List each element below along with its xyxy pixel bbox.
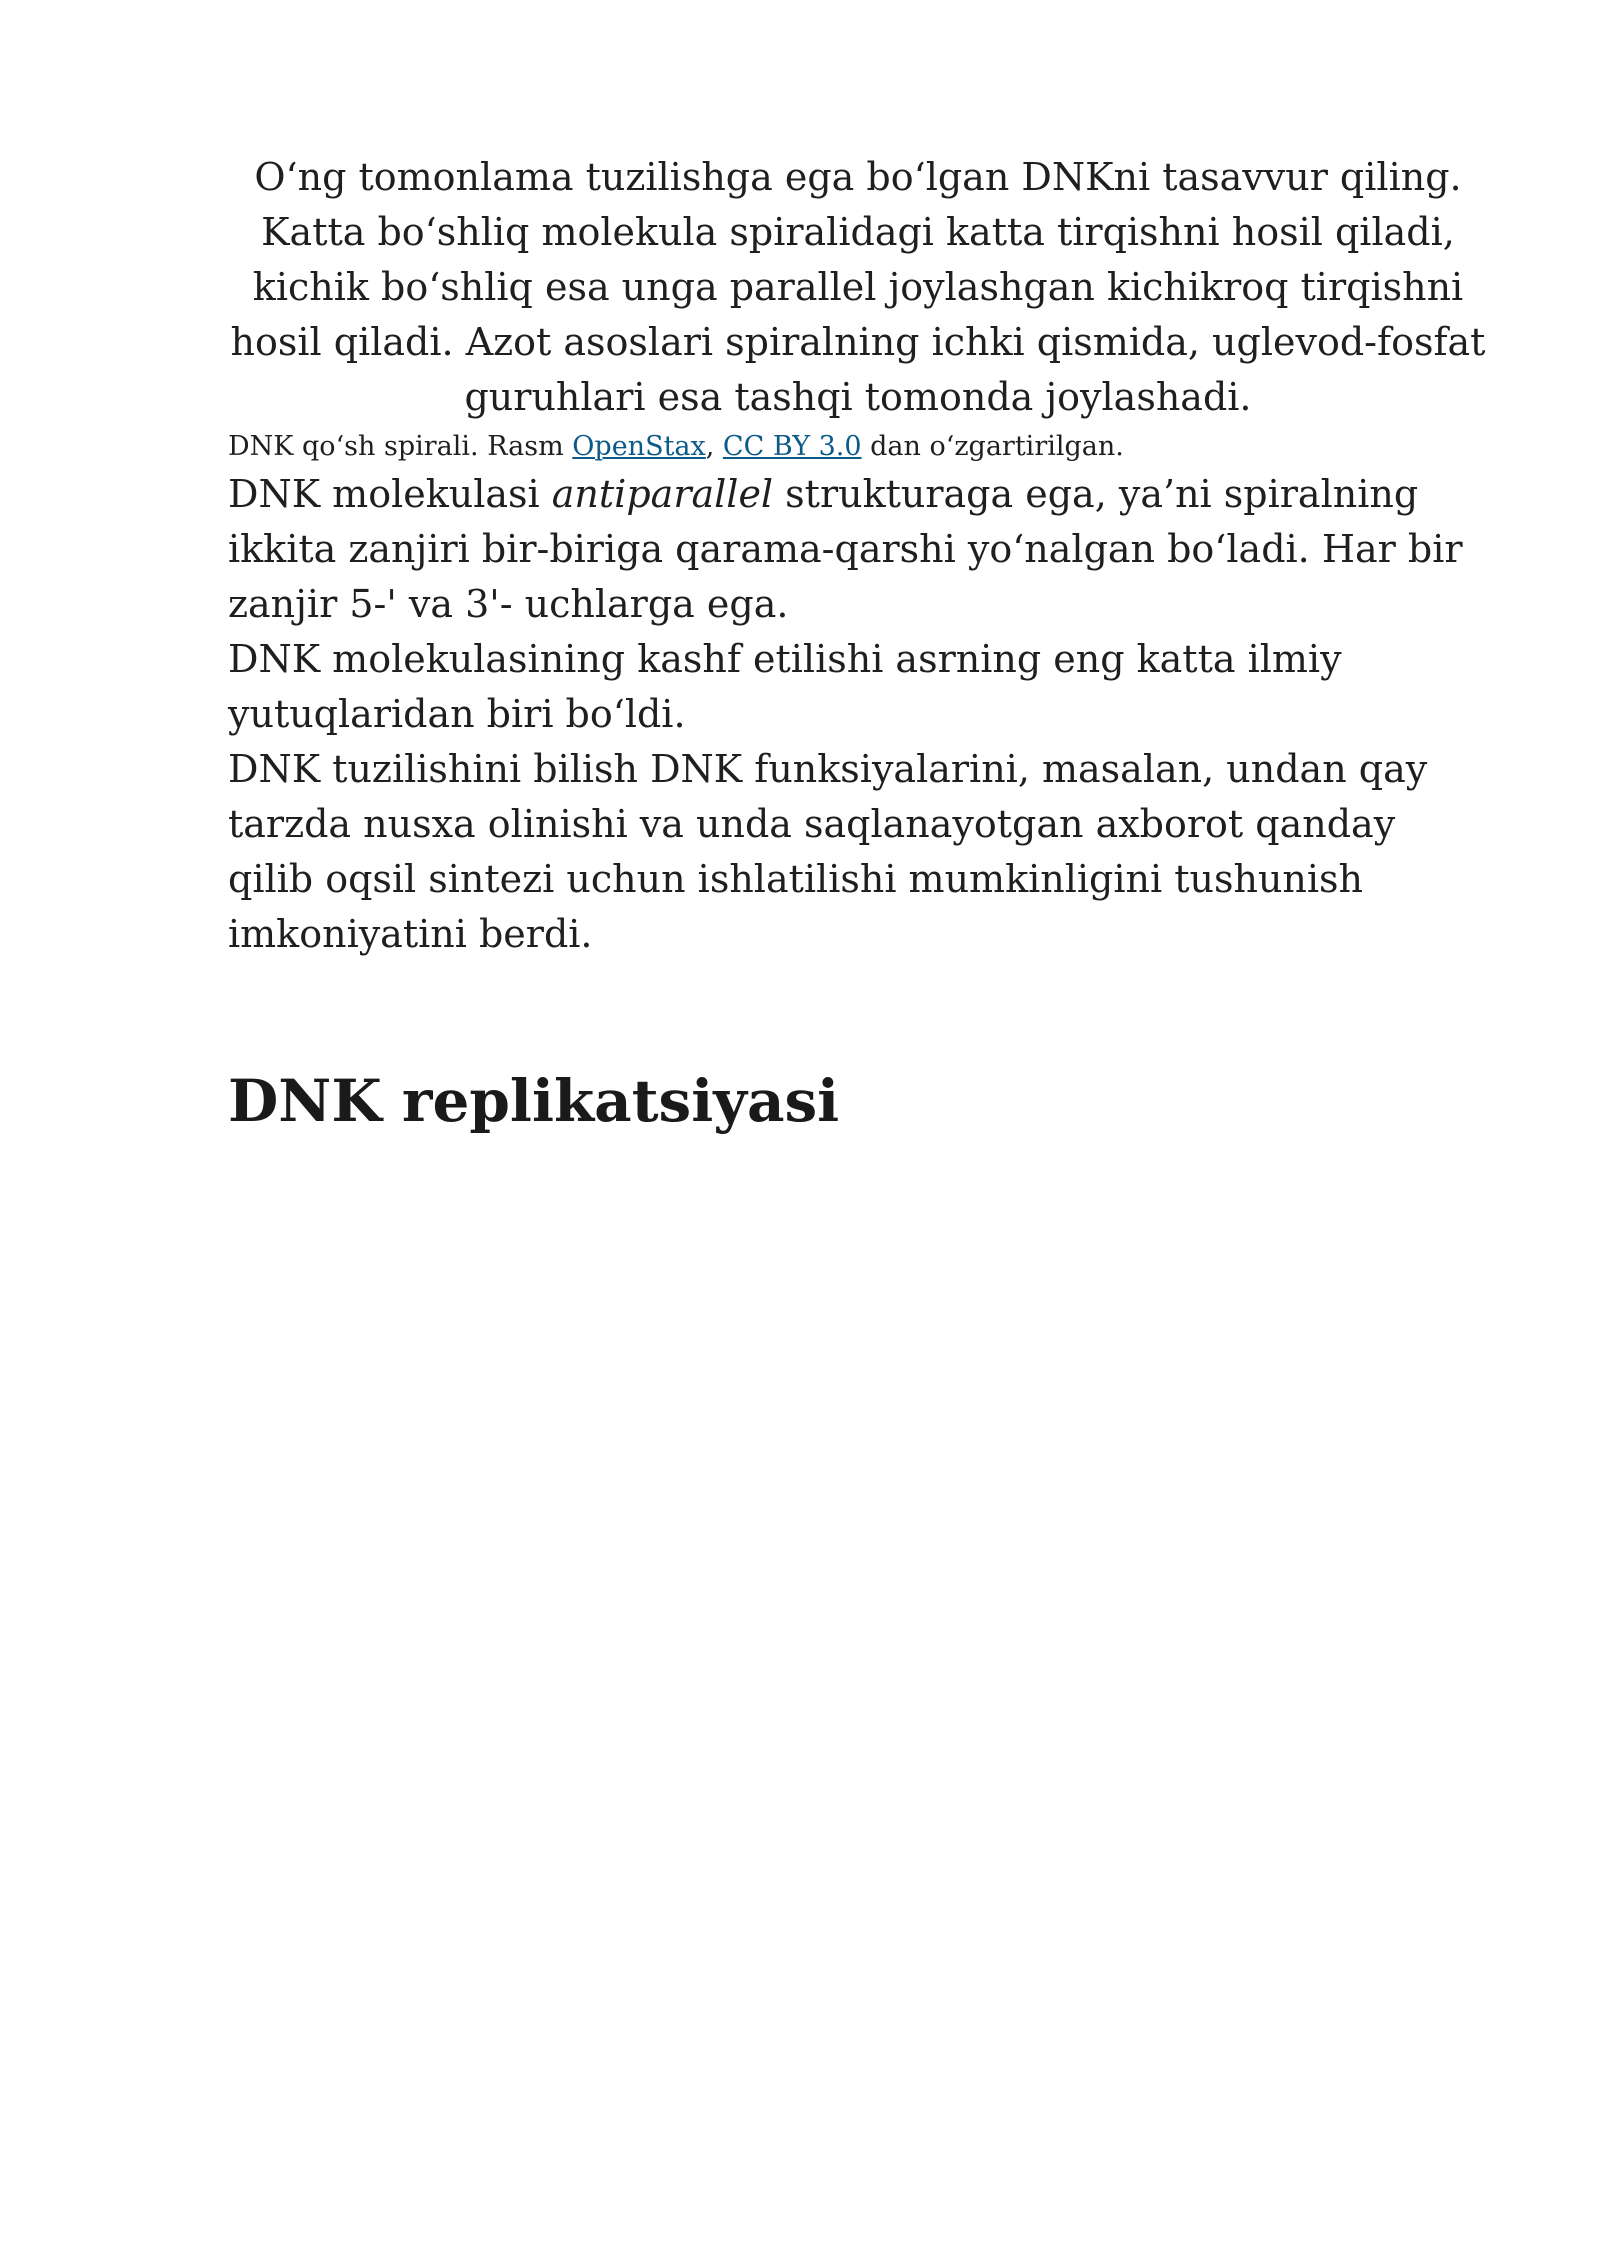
emphasis-term: antiparallel: [551, 472, 774, 516]
figure-credit-text: DNK qo‘sh spirali. Rasm: [228, 431, 573, 462]
paragraph-function: DNK tuzilishini bilish DNK funksiyalarini, masalan, undan qay tarzda nusxa olinishi va unda saqlanayotgan axborot qanday qilib oqsil sintezi uchun ishlatilishi mumkinligini tushunish imkoniyatini berdi.: [228, 747, 1428, 956]
license-link[interactable]: CC BY 3.0: [722, 431, 862, 462]
paragraph-text: strukturaga ega, ya’ni spiralning ikkita zanjiri bir-biriga qarama-qarshi yo‘nalgan bo‘ladi. Har bir zanjir 5-' va 3'- uchlarga ega.: [228, 472, 1463, 626]
credit-separator: ,: [705, 431, 723, 462]
figure-credit-suffix: dan o‘zgartirilgan.: [861, 431, 1124, 462]
figure-caption: O‘ng tomonlama tuzilishga ega bo‘lgan DNKni tasavvur qiling. Katta bo‘shliq molekula spiralidagi katta tirqishni hosil qiladi, kichik bo‘shliq esa unga parallel joylashgan kichikroq tirqishni hosil qiladi. Azot asoslari spiralning ichki qismida, uglevod-fosfat guruhlari esa tashqi tomonda joylashadi.: [230, 155, 1486, 419]
paragraph-antiparallel: [228, 467, 1488, 632]
openstax-link[interactable]: OpenStax: [572, 431, 706, 462]
article-content: [228, 150, 1488, 1136]
paragraph-text: DNK molekulasi: [228, 472, 552, 516]
section-heading: DNK replikatsiyasi: [228, 1067, 840, 1135]
paragraph-discovery: DNK molekulasining kashf etilishi asrning eng katta ilmiy yutuqlaridan biri bo‘ldi.: [228, 637, 1342, 736]
figure-credit: [228, 427, 1488, 467]
